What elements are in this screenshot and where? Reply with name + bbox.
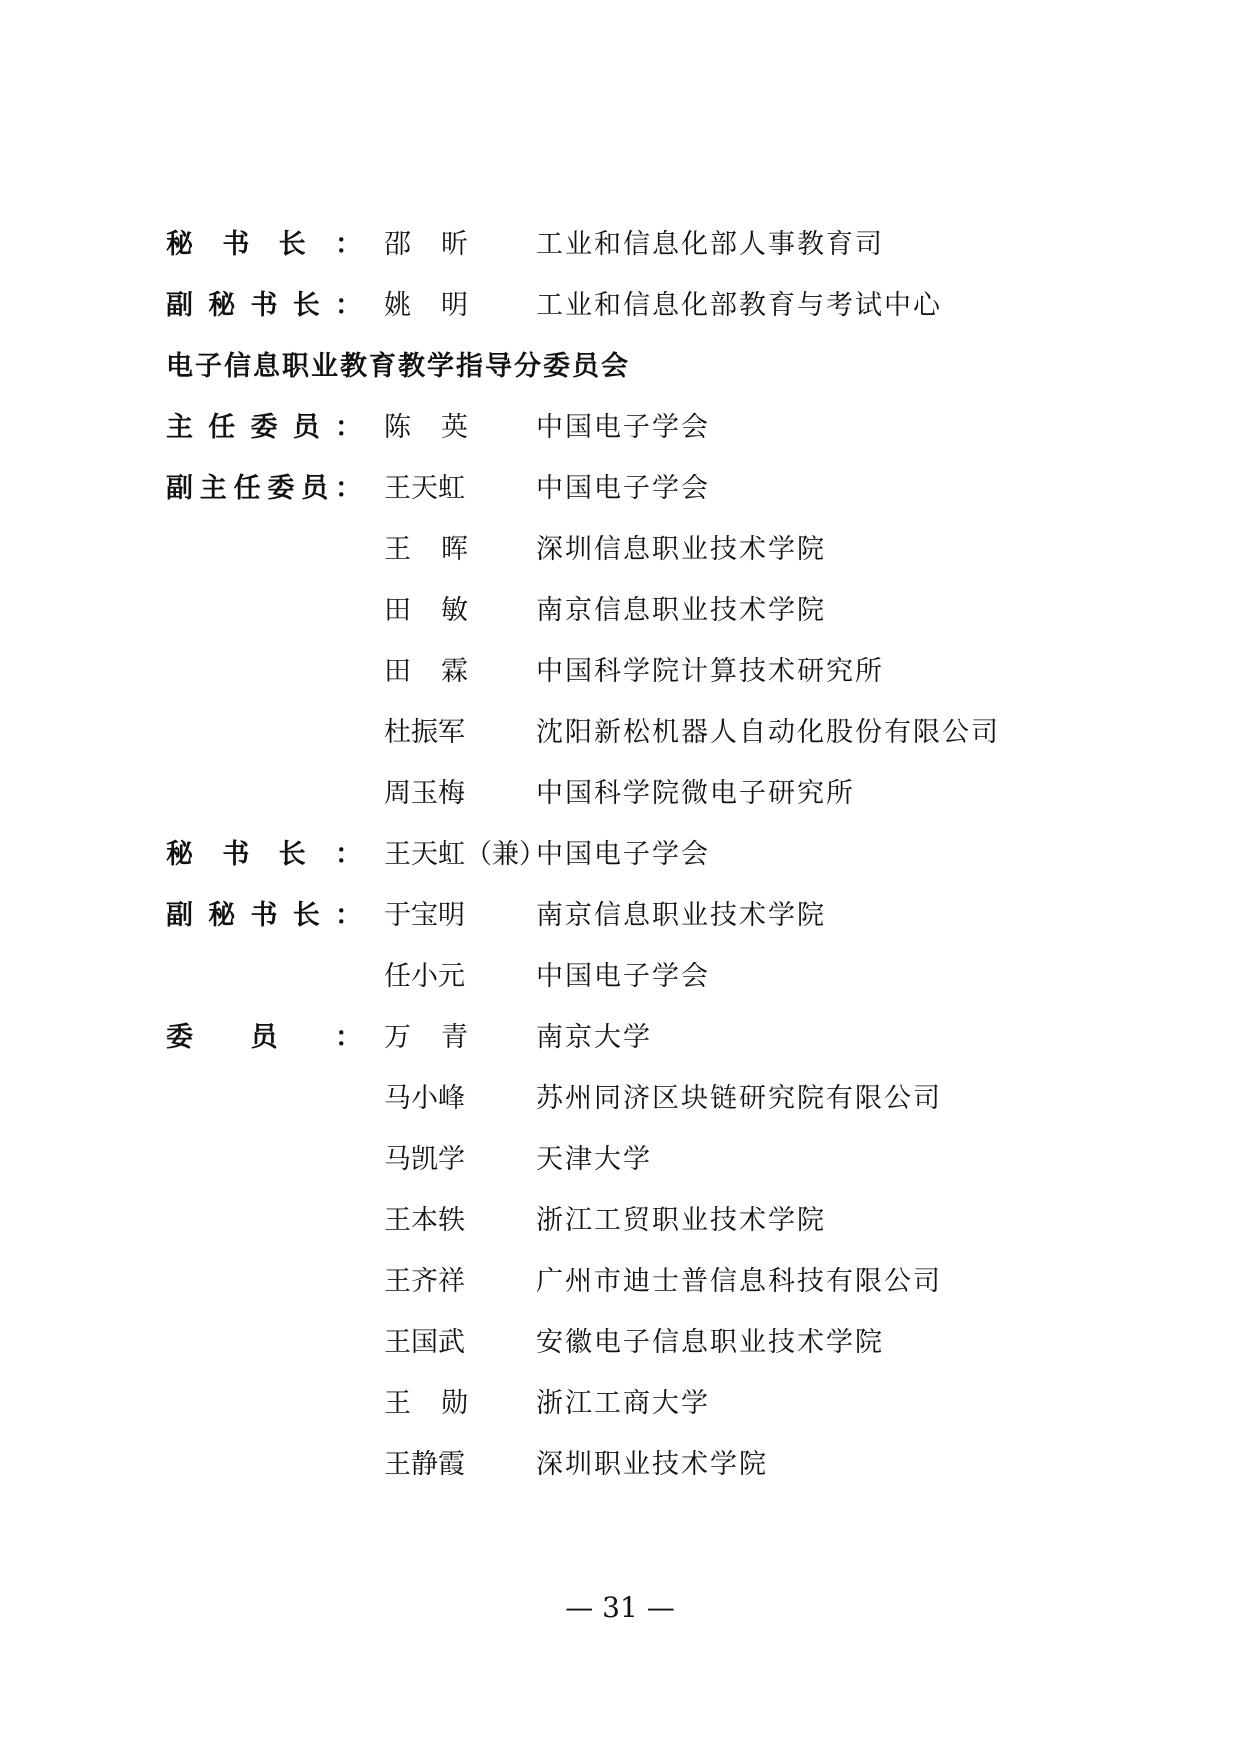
person-name: 王 晖 — [384, 534, 468, 565]
person-name: 王 勋 — [384, 1388, 468, 1419]
entry-member — [0, 1137, 1240, 1183]
organization: 工业和信息化部教育与考试中心 — [536, 290, 942, 321]
entry-member — [0, 1015, 1240, 1061]
role-label: 主 任 委 员 ： — [166, 412, 362, 443]
person-name: 王齐祥 — [384, 1266, 465, 1297]
role-label: 秘 书 长 ： — [166, 839, 362, 870]
entry-committee-deputy-secretary — [0, 954, 1240, 1000]
person-name: 王国武 — [384, 1327, 465, 1358]
entry-vice-director — [0, 466, 1240, 512]
person-name: 马凯学 — [384, 1144, 465, 1175]
person-name: 杜振军 — [384, 717, 465, 748]
entry-member — [0, 1320, 1240, 1366]
person-name: 王静霞 — [384, 1449, 465, 1480]
committee-title: 电子信息职业教育教学指导分委员会 — [166, 351, 630, 382]
role-label: 副 秘 书 长 ： — [166, 900, 362, 931]
organization: 南京信息职业技术学院 — [536, 900, 826, 931]
organization: 浙江工商大学 — [536, 1388, 710, 1419]
organization: 沈阳新松机器人自动化股份有限公司 — [536, 717, 1000, 748]
entry-member — [0, 1259, 1240, 1305]
organization: 苏州同济区块链研究院有限公司 — [536, 1083, 942, 1114]
person-name: 王天虹（兼） — [384, 839, 546, 870]
organization: 广州市迪士普信息科技有限公司 — [536, 1266, 942, 1297]
organization: 安徽电子信息职业技术学院 — [536, 1327, 884, 1358]
person-name: 田 霖 — [384, 656, 468, 687]
organization: 中国电子学会 — [536, 412, 710, 443]
entry-member — [0, 1442, 1240, 1488]
entry-vice-director — [0, 527, 1240, 573]
organization: 中国电子学会 — [536, 839, 710, 870]
person-name: 邵 昕 — [384, 229, 468, 260]
person-name: 王本轶 — [384, 1205, 465, 1236]
organization: 深圳信息职业技术学院 — [536, 534, 826, 565]
person-name: 周玉梅 — [384, 778, 465, 809]
person-name: 于宝明 — [384, 900, 465, 931]
organization: 工业和信息化部人事教育司 — [536, 229, 884, 260]
entry-deputy-secretary-general — [0, 283, 1240, 329]
organization: 深圳职业技术学院 — [536, 1449, 768, 1480]
role-label: 秘 书 长 ： — [166, 229, 362, 260]
person-name: 王天虹 — [384, 473, 465, 504]
entry-vice-director — [0, 771, 1240, 817]
entry-vice-director — [0, 649, 1240, 695]
entry-member — [0, 1381, 1240, 1427]
person-name: 万 青 — [384, 1022, 468, 1053]
organization: 中国科学院计算技术研究所 — [536, 656, 884, 687]
organization: 中国电子学会 — [536, 473, 710, 504]
person-name: 任小元 — [384, 961, 465, 992]
page-number: — 31 — — [565, 1591, 675, 1624]
role-label: 委 员 ： — [166, 1022, 362, 1053]
organization: 天津大学 — [536, 1144, 652, 1175]
organization: 中国电子学会 — [536, 961, 710, 992]
entry-vice-director — [0, 588, 1240, 634]
person-name: 马小峰 — [384, 1083, 465, 1114]
person-name: 田 敏 — [384, 595, 468, 626]
person-name: 陈 英 — [384, 412, 468, 443]
entry-secretary-general — [0, 222, 1240, 268]
entry-member — [0, 1076, 1240, 1122]
organization: 中国科学院微电子研究所 — [536, 778, 855, 809]
entry-director — [0, 405, 1240, 451]
organization: 南京信息职业技术学院 — [536, 595, 826, 626]
entry-committee-deputy-secretary — [0, 893, 1240, 939]
entry-member — [0, 1198, 1240, 1244]
entry-committee-secretary-general — [0, 832, 1240, 878]
entry-vice-director — [0, 710, 1240, 756]
person-name: 姚 明 — [384, 290, 468, 321]
role-label: 副 秘 书 长 ： — [166, 290, 362, 321]
organization: 浙江工贸职业技术学院 — [536, 1205, 826, 1236]
organization: 南京大学 — [536, 1022, 652, 1053]
role-label: 副 主 任 委 员 ： — [166, 473, 362, 504]
